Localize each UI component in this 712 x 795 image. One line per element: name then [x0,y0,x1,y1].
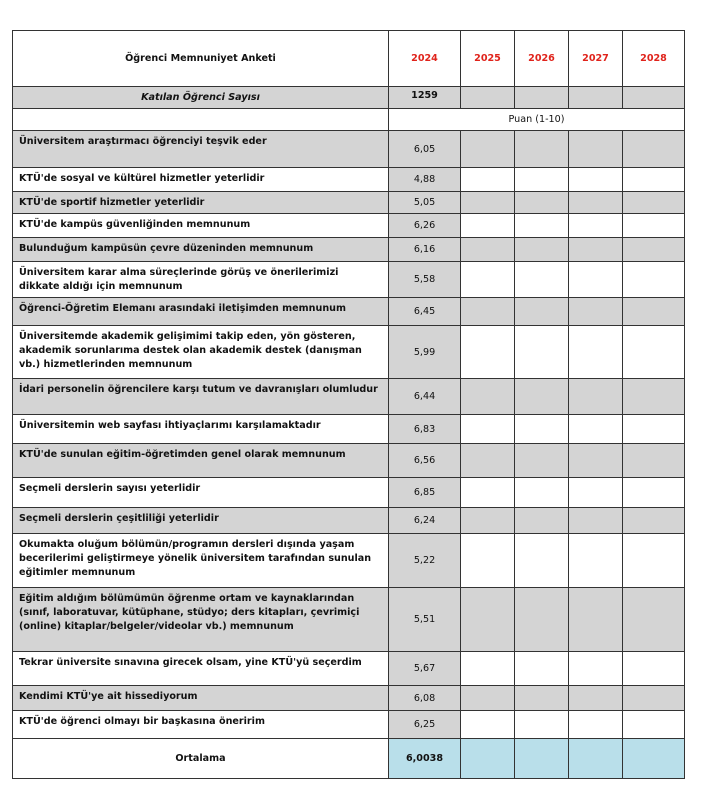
score-empty [623,262,685,298]
question-row [13,588,685,652]
score-2024: 6,85 [389,478,461,508]
score-empty [461,534,515,588]
score-empty [623,192,685,214]
score-empty [515,192,569,214]
score-empty [461,588,515,652]
question-text: Okumakta oluğum bölümün/programın dersleri dışında yaşam becerilerimi geliştirmeye yönelik üniversitem tarafından sunulan eğitimler memnunum [13,534,389,588]
question-row [13,326,685,379]
question-text: İdari personelin öğrencilere karşı tutum ve davranışları olumludur [13,379,389,415]
score-empty [569,534,623,588]
score-empty [461,379,515,415]
question-row [13,379,685,415]
score-empty [623,444,685,478]
score-empty [569,444,623,478]
score-empty [515,415,569,444]
average-2026 [515,739,569,779]
score-2024: 6,83 [389,415,461,444]
year-2027: 2027 [569,31,623,87]
respondents-2028 [623,87,685,109]
scale-row-blank [13,109,389,131]
respondents-2025 [461,87,515,109]
score-2024: 5,22 [389,534,461,588]
question-text: Seçmeli derslerin çeşitliliği yeterlidir [13,508,389,534]
score-empty [515,478,569,508]
year-2026: 2026 [515,31,569,87]
score-empty [515,214,569,238]
question-row [13,298,685,326]
respondents-2026 [515,87,569,109]
scale-label: Puan (1-10) [389,109,685,131]
score-2024: 6,56 [389,444,461,478]
score-2024: 6,45 [389,298,461,326]
score-2024: 4,88 [389,168,461,192]
score-2024: 6,25 [389,711,461,739]
score-empty [569,238,623,262]
score-empty [623,686,685,711]
year-2024: 2024 [389,31,461,87]
question-row [13,415,685,444]
score-empty [515,131,569,168]
score-2024: 6,24 [389,508,461,534]
question-text: KTÜ'de sportif hizmetler yeterlidir [13,192,389,214]
score-2024: 6,44 [389,379,461,415]
score-empty [623,508,685,534]
score-empty [623,652,685,686]
question-text: Üniversitemde akademik gelişimimi takip eden, yön gösteren, akademik sorunlarıma destek olan akademik destek (danışman vb.) hizmetlerinden memnunum [13,326,389,379]
satisfaction-survey-table [12,30,685,779]
score-2024: 6,05 [389,131,461,168]
question-text: KTÜ'de sunulan eğitim-öğretimden genel olarak memnunum [13,444,389,478]
question-text: Üniversitemin web sayfası ihtiyaçlarımı karşılamaktadır [13,415,389,444]
score-empty [623,131,685,168]
score-empty [461,262,515,298]
score-empty [515,444,569,478]
score-2024: 5,67 [389,652,461,686]
average-value: 6,0038 [389,739,461,779]
score-2024: 5,05 [389,192,461,214]
score-empty [623,214,685,238]
score-empty [515,238,569,262]
average-2025 [461,739,515,779]
score-empty [623,326,685,379]
score-empty [461,444,515,478]
score-2024: 5,99 [389,326,461,379]
score-empty [569,326,623,379]
score-empty [515,262,569,298]
question-text: Öğrenci-Öğretim Elemanı arasındaki iletişimden memnunum [13,298,389,326]
score-empty [461,131,515,168]
score-empty [623,168,685,192]
score-empty [461,214,515,238]
score-empty [569,588,623,652]
average-2028 [623,739,685,779]
question-row [13,444,685,478]
score-empty [569,192,623,214]
score-empty [515,652,569,686]
average-2027 [569,739,623,779]
score-empty [569,686,623,711]
score-empty [569,214,623,238]
score-empty [515,534,569,588]
score-empty [515,168,569,192]
question-row [13,711,685,739]
score-empty [569,711,623,739]
score-empty [515,711,569,739]
score-empty [461,192,515,214]
score-empty [623,415,685,444]
score-empty [461,686,515,711]
score-empty [623,588,685,652]
score-empty [623,298,685,326]
score-empty [461,711,515,739]
question-row [13,652,685,686]
year-2025: 2025 [461,31,515,87]
question-text: Kendimi KTÜ'ye ait hissediyorum [13,686,389,711]
average-label: Ortalama [13,739,389,779]
score-empty [461,238,515,262]
question-text: Üniversitem karar alma süreçlerinde görüş ve önerilerimizi dikkate aldığı için memnunum [13,262,389,298]
score-empty [515,326,569,379]
question-text: Eğitim aldığım bölümümün öğrenme ortam ve kaynaklarından (sınıf, laboratuvar, kütüphane, stüdyo; ders kitapları, çevrimiçi (online) kitaplar/belgeler/videolar vb.) memnunum [13,588,389,652]
question-text: Tekrar üniversite sınavına girecek olsam, yine KTÜ'yü seçerdim [13,652,389,686]
question-text: Seçmeli derslerin sayısı yeterlidir [13,478,389,508]
score-empty [623,379,685,415]
score-empty [569,298,623,326]
score-empty [569,508,623,534]
score-empty [515,686,569,711]
question-text: Üniversitem araştırmacı öğrenciyi teşvik eder [13,131,389,168]
question-text: KTÜ'de sosyal ve kültürel hizmetler yeterlidir [13,168,389,192]
question-row [13,686,685,711]
question-row [13,192,685,214]
score-empty [569,131,623,168]
score-2024: 6,08 [389,686,461,711]
question-row [13,238,685,262]
score-empty [623,238,685,262]
question-text: KTÜ'de kampüs güvenliğinden memnunum [13,214,389,238]
score-empty [461,478,515,508]
score-empty [515,298,569,326]
respondents-row [13,87,685,109]
score-empty [461,508,515,534]
average-row [13,739,685,779]
score-empty [461,652,515,686]
survey-title: Öğrenci Memnuniyet Anketi [13,31,389,87]
score-empty [569,415,623,444]
question-row [13,508,685,534]
year-2028: 2028 [623,31,685,87]
question-row [13,478,685,508]
respondents-2027 [569,87,623,109]
score-empty [461,298,515,326]
score-empty [623,534,685,588]
score-empty [461,168,515,192]
question-row [13,214,685,238]
score-empty [569,478,623,508]
score-empty [515,379,569,415]
score-2024: 5,51 [389,588,461,652]
score-empty [569,262,623,298]
score-2024: 6,16 [389,238,461,262]
score-2024: 6,26 [389,214,461,238]
score-2024: 5,58 [389,262,461,298]
header-row [13,31,685,87]
score-empty [515,508,569,534]
score-empty [569,168,623,192]
score-empty [569,652,623,686]
score-empty [461,326,515,379]
score-empty [623,478,685,508]
score-empty [461,415,515,444]
respondents-label: Katılan Öğrenci Sayısı [13,87,389,109]
question-text: KTÜ'de öğrenci olmayı bir başkasına öneririm [13,711,389,739]
question-text: Bulunduğum kampüsün çevre düzeninden memnunum [13,238,389,262]
scale-row [13,109,685,131]
score-empty [515,588,569,652]
question-row [13,534,685,588]
question-row [13,262,685,298]
respondents-value: 1259 [389,87,461,109]
score-empty [623,711,685,739]
question-row [13,131,685,168]
score-empty [569,379,623,415]
question-row [13,168,685,192]
